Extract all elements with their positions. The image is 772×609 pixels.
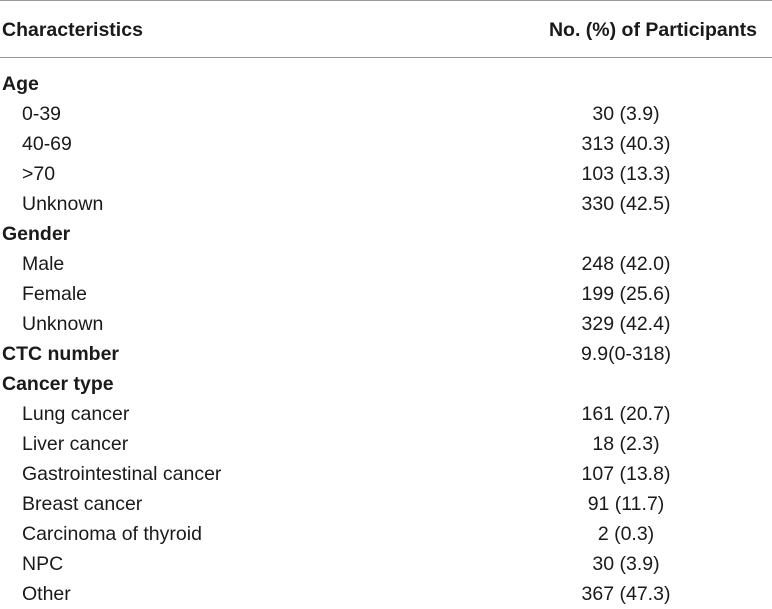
row-value: 2 (0.3) <box>597 523 655 545</box>
table-row <box>0 519 772 549</box>
row-label: >70 <box>22 163 56 185</box>
table-row <box>0 249 772 279</box>
row-value: 30 (3.9) <box>592 553 660 575</box>
header-characteristics: Characteristics <box>2 19 143 41</box>
row-value: 30 (3.9) <box>592 103 660 125</box>
row-label: NPC <box>22 553 64 575</box>
category-row <box>0 369 772 399</box>
table-header <box>0 1 772 57</box>
category-label: Cancer type <box>2 373 114 395</box>
row-label: Unknown <box>22 313 104 335</box>
row-label: Carcinoma of thyroid <box>22 523 202 545</box>
row-value: 103 (13.3) <box>581 163 671 185</box>
table-row <box>0 99 772 129</box>
header-participants: No. (%) of Participants <box>548 19 757 41</box>
row-value: 91 (11.7) <box>587 493 665 515</box>
row-label: Other <box>22 583 71 605</box>
table-row <box>0 159 772 189</box>
table-row <box>0 309 772 339</box>
table-row <box>0 429 772 459</box>
row-label: Female <box>22 283 88 305</box>
row-label: Liver cancer <box>22 433 129 455</box>
category-label: Age <box>2 73 39 95</box>
row-label: Lung cancer <box>22 403 130 425</box>
row-label: Unknown <box>22 193 104 215</box>
row-label: 40-69 <box>22 133 72 155</box>
table-header-rule <box>0 57 772 58</box>
table-row <box>0 459 772 489</box>
row-value: 330 (42.5) <box>581 193 671 215</box>
row-value: 313 (40.3) <box>581 133 671 155</box>
table-row <box>0 399 772 429</box>
table-row <box>0 549 772 579</box>
category-label: Gender <box>2 223 71 245</box>
category-label: CTC number <box>2 343 119 365</box>
category-row <box>0 339 772 369</box>
category-row <box>0 219 772 249</box>
row-value: 199 (25.6) <box>581 283 671 305</box>
table-row <box>0 579 772 609</box>
row-value: 9.9(0-318) <box>581 343 671 365</box>
table-row <box>0 279 772 309</box>
row-label: Breast cancer <box>22 493 143 515</box>
table-row <box>0 489 772 519</box>
row-value: 18 (2.3) <box>592 433 660 455</box>
table-body <box>0 69 772 609</box>
row-value: 107 (13.8) <box>581 463 671 485</box>
row-value: 248 (42.0) <box>581 253 671 275</box>
table-row <box>0 129 772 159</box>
row-label: Male <box>22 253 65 275</box>
row-value: 367 (47.3) <box>581 583 671 605</box>
table-row <box>0 189 772 219</box>
row-value: 329 (42.4) <box>581 313 671 335</box>
category-row <box>0 69 772 99</box>
row-value: 161 (20.7) <box>581 403 671 425</box>
row-label: 0-39 <box>22 103 62 125</box>
row-label: Gastrointestinal cancer <box>22 463 222 485</box>
